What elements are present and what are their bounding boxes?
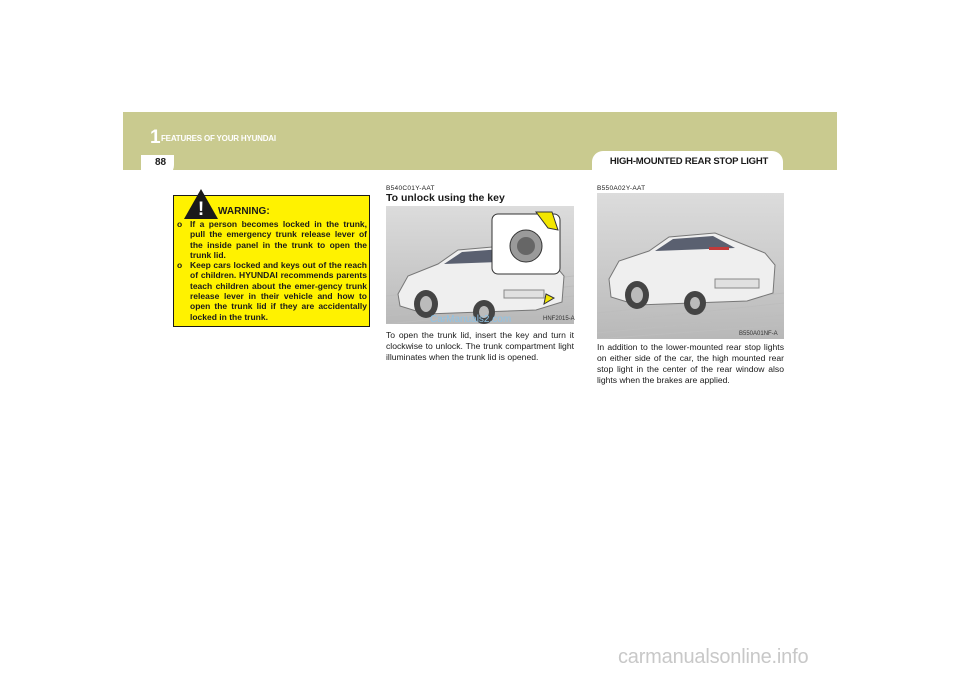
chapter-title: FEATURES OF YOUR HYUNDAI <box>161 134 276 143</box>
bullet: o <box>177 260 183 271</box>
image-code: B550A01NF-A <box>739 331 778 337</box>
warning-item-text: Keep cars locked and keys out of the reach of children. HYUNDAI recommends parents teach children about the emer-gency trunk release lever in their vehicle and how to open the trunk lid if they are accidentally locked in the trunk. <box>190 260 367 322</box>
stop-light-body: In addition to the lower-mounted rear stop lights on either side of the car, the high mounted rear stop light in the center of the rear window also lights when the brakes are applied. <box>597 342 784 385</box>
warning-item <box>177 219 367 260</box>
warning-title: WARNING: <box>218 206 270 217</box>
footer-site-mark: carmanualsonline.info <box>618 646 809 668</box>
chapter-number: 1 <box>150 127 161 148</box>
watermark-text: CarManuals2.com <box>430 314 512 325</box>
section-title: HIGH-MOUNTED REAR STOP LIGHT <box>609 156 769 167</box>
page-number: 88 <box>155 157 167 168</box>
section-code: B540C01Y-AAT <box>386 185 435 192</box>
trunk-unlock-body: To open the trunk lid, insert the key and turn it clockwise to unlock. The trunk compartment light illuminates when the trunk lid is opened. <box>386 330 574 362</box>
warning-item-text: If a person becomes locked in the trunk, pull the emergency trunk release lever of the inside panel in the trunk to open the trunk lid. <box>190 219 367 260</box>
warning-icon-glyph: ! <box>197 199 205 220</box>
subsection-heading: To unlock using the key <box>386 192 505 204</box>
warning-triangle-icon <box>183 188 219 220</box>
image-code: HNF2015-A <box>543 316 575 322</box>
bullet: o <box>177 219 183 229</box>
trunk-unlock-illustration <box>386 206 574 324</box>
section-code: B550A02Y-AAT <box>597 185 646 192</box>
stop-light-illustration <box>597 193 784 339</box>
warning-list <box>177 219 367 322</box>
warning-item <box>177 260 367 322</box>
